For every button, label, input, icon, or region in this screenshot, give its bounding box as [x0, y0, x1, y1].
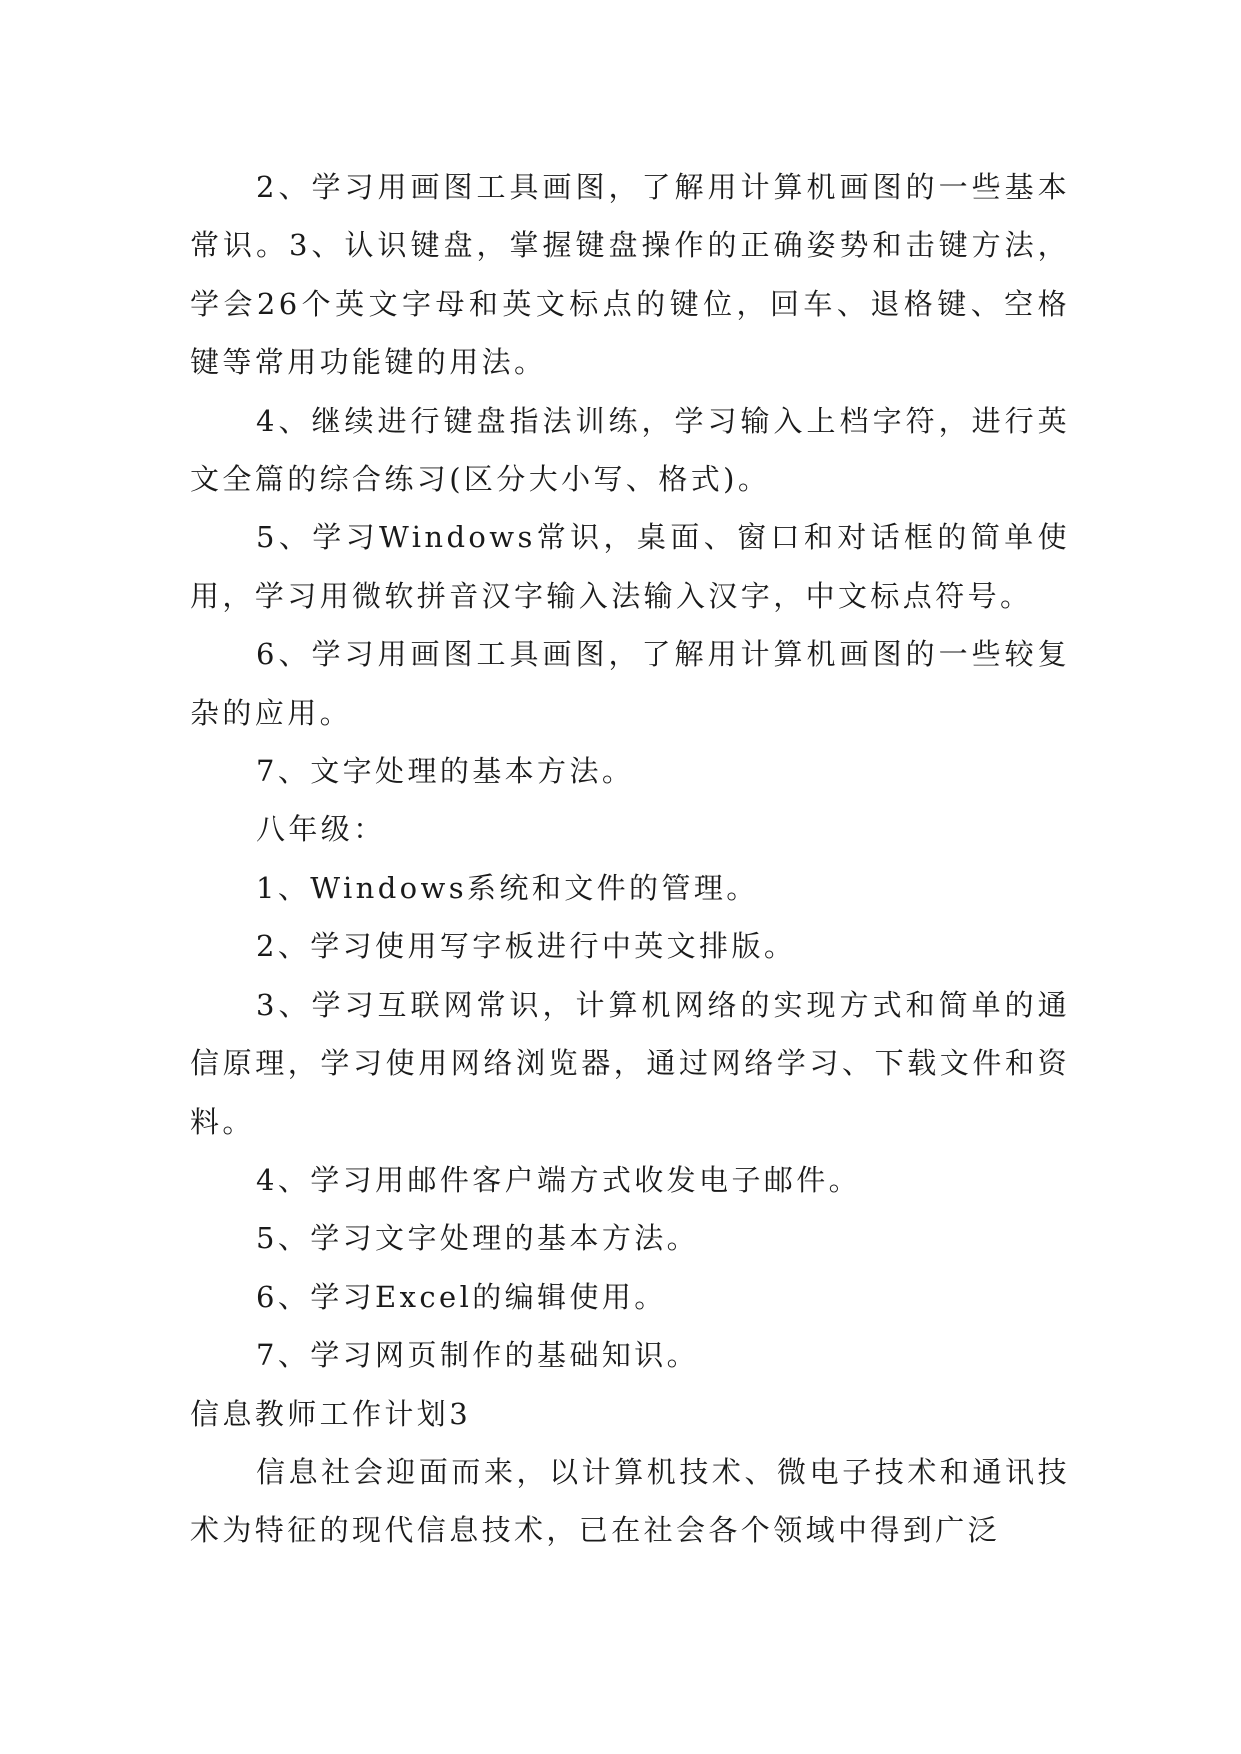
paragraph-grade8-item7: 7、学习网页制作的基础知识。	[256, 1338, 700, 1373]
paragraph-grade7-item5: 5、学习Windows常识，桌面、窗口和对话框的简单使用，学习用微软拼音汉字输入法输入汉字，中文标点符号。	[190, 520, 1070, 613]
paragraph-grade7-item7: 7、文字处理的基本方法。	[256, 754, 635, 789]
paragraph-grade7-item2-3: 2、学习用画图工具画图，了解用计算机画图的一些基本常识。3、认识键盘，掌握键盘操作的正确姿势和击键方法，学会26个英文字母和英文标点的键位，回车、退格键、空格键等常用功能键的用法。	[190, 170, 1070, 380]
section-heading: 信息教师工作计划3	[190, 1396, 472, 1431]
document-body	[190, 158, 1070, 1560]
paragraph-grade7-item4: 4、继续进行键盘指法训练，学习输入上档字符，进行英文全篇的综合练习(区分大小写、格式)。	[190, 403, 1070, 497]
grade8-heading: 八年级：	[256, 812, 386, 847]
paragraph-grade8-item5: 5、学习文字处理的基本方法。	[256, 1221, 700, 1256]
paragraph-grade7-item6: 6、学习用画图工具画图，了解用计算机画图的一些较复杂的应用。	[190, 637, 1070, 730]
paragraph-grade8-item4: 4、学习用邮件客户端方式收发电子邮件。	[256, 1162, 862, 1197]
paragraph-grade8-item6: 6、学习Excel的编辑使用。	[256, 1279, 667, 1314]
paragraph-intro: 信息社会迎面而来，以计算机技术、微电子技术和通讯技术为特征的现代信息技术，已在社会各个领域中得到广泛	[190, 1454, 1070, 1548]
paragraph-grade8-item2: 2、学习使用写字板进行中英文排版。	[256, 929, 797, 964]
paragraph-grade8-item1: 1、Windows系统和文件的管理。	[256, 870, 759, 905]
paragraph-grade8-item3: 3、学习互联网常识，计算机网络的实现方式和简单的通信原理，学习使用网络浏览器，通过网络学习、下载文件和资料。	[190, 987, 1070, 1139]
